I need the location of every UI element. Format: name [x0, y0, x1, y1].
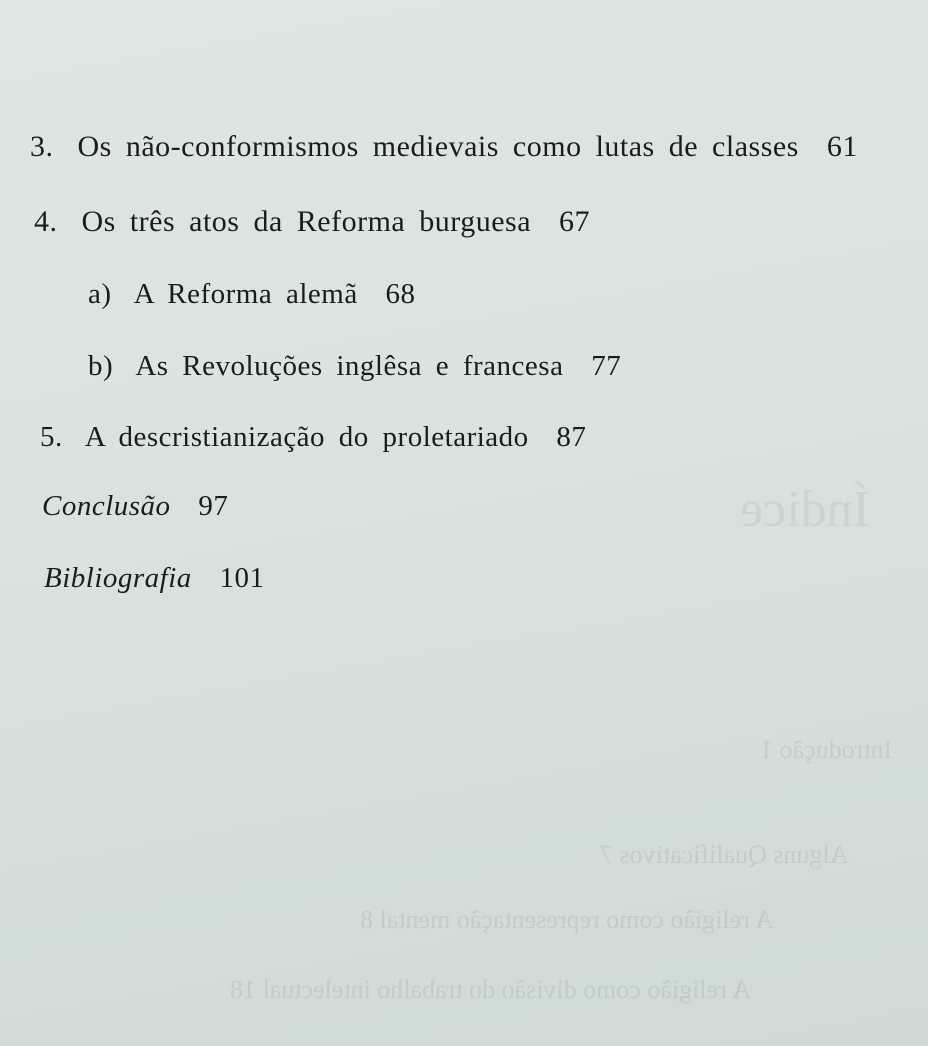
- show-through-line: A religião como divisão do trabalho intelectual 18: [230, 975, 751, 1004]
- toc-entry-page: 68: [385, 278, 416, 310]
- toc-entry-number: 5.: [40, 421, 63, 453]
- toc-entry-page: 61: [826, 130, 858, 163]
- toc-entry-4a[interactable]: [88, 278, 415, 311]
- show-through-line: Introdução 1: [760, 735, 893, 764]
- toc-entry-number: a): [88, 278, 112, 310]
- toc-entry-title: Os três atos da Reforma burguesa: [81, 205, 532, 238]
- toc-entry-page: 97: [198, 490, 229, 522]
- toc-entry-3[interactable]: [30, 130, 858, 164]
- toc-entry-title: A Reforma alemã: [133, 278, 358, 310]
- toc-entry-page: 101: [219, 562, 265, 594]
- toc-entry-4[interactable]: [34, 205, 590, 239]
- toc-entry-4b[interactable]: [88, 350, 621, 383]
- toc-entry-title: Conclusão: [42, 490, 171, 522]
- toc-entry-title: Os não-conformismos medievais como lutas de classes: [77, 130, 799, 163]
- show-through-heading: Índice: [740, 481, 870, 538]
- toc-entry-conclusao[interactable]: [42, 490, 228, 523]
- toc-entry-number: b): [88, 350, 114, 382]
- toc-entry-5[interactable]: [40, 421, 586, 454]
- toc-entry-page: 87: [556, 421, 587, 453]
- toc-entry-title: A descristianização do proletariado: [84, 421, 529, 453]
- show-through-line: A religião como representação mental 8: [360, 905, 774, 934]
- toc-entry-title: As Revoluções inglêsa e francesa: [135, 350, 564, 382]
- show-through-line: Alguns Qualificativos 7: [600, 840, 849, 869]
- toc-entry-number: 4.: [34, 205, 58, 238]
- toc-entry-page: 77: [591, 350, 622, 382]
- toc-entry-page: 67: [559, 205, 591, 238]
- toc-entry-bibliografia[interactable]: [44, 562, 265, 595]
- toc-entry-title: Bibliografia: [44, 562, 192, 594]
- toc-entry-number: 3.: [30, 130, 54, 163]
